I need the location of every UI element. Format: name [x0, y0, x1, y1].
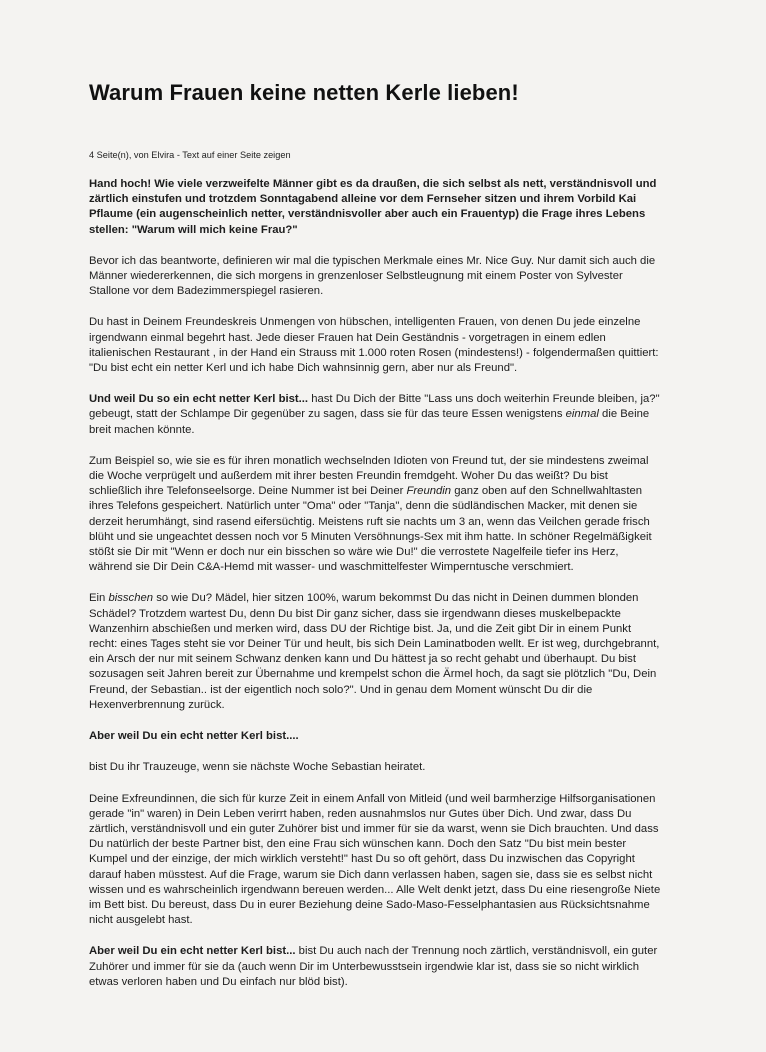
paragraph: Ein bisschen so wie Du? Mädel, hier sitzen 100%, warum bekommst Du das nicht in Deinen dummen blonden Schädel? Trotzdem wartest Du, denn Du bist Dir ganz sicher, dass sie irgendwann dieses muskelbepackte Wanzenhirn abschießen und merken wird, dass DU der Richtige bist. Ja, und die Zeit gibt Dir in einem Punkt recht: eines Tages steht sie vor Deiner Tür und heult, bis sich Dein Laminatboden wellt. Er ist weg, durchgebrannt, ein Arsch der nur mit seinem Schwanz denken kann und Du hättest ja so recht gehabt und überhaupt. Du bist sozusagen seit Jahren bereit zur Übernahme und krempelst schon die Ärmel hoch, da sagt sie plötzlich "Du, Dein Freund, der Sebastian.. ist der eigentlich noch solo?". Und in genau dem Moment wünscht Du dir die Hexenverbrennung zurück. — [89, 592, 660, 711]
paragraph: Bevor ich das beantworte, definieren wir mal die typischen Merkmale eines Mr. Nice Guy. Nur damit sich auch die Männer wiedererkennen, die sich morgens in grenzenloser Selbstleugnung mit einem Poster von Sylvester Stallone vor dem Badezimmerspiegel rasieren. — [89, 254, 656, 298]
paragraph: Du hast in Deinem Freundeskreis Unmengen von hübschen, intelligenten Frauen, von denen Du jede einzelne irgendwann einmal begehrt hast. Jede dieser Frauen hat Dein Geständnis - vorgetragen in einem edlen italienischen Restaurant , in der Hand ein Strauss mit 1.000 roten Rosen (mindestens!) - folgendermaßen quittiert: "Du bist echt ein netter Kerl und ich habe Dich wahnsinnig gern, aber nur als Freund". — [89, 316, 659, 375]
article-meta: 4 Seite(n), von Elvira - Text auf einer Seite zeigen — [89, 150, 291, 160]
paragraph: Aber weil Du ein echt netter Kerl bist... bist Du auch nach der Trennung noch zärtlich, verständnisvoll, ein guter Zuhörer und immer für sie da (auch wenn Dir im Unterbewusstsein irgendwie klar ist, dass sie so nicht wirklich etwas verloren haben und Du einfach nur blöd bist). — [89, 945, 658, 988]
paragraph-lead: Und weil Du so ein echt netter Kerl bist... — [89, 393, 309, 406]
paragraph: bist Du ihr Trauzeuge, wenn sie nächste Woche Sebastian heiratet. — [89, 761, 426, 774]
paragraph: Deine Exfreundinnen, die sich für kurze Zeit in einem Anfall von Mitleid (und weil barmherzige Hilfsorganisationen gerade "in" waren) in Dein Leben verirrt haben, reden ausnahmslos nur Gutes über Dich. Und zwar, dass Du zärtlich, verständnisvoll und ein guter Zuhörer bist und immer für sie da warst, wenn sie Dich brauchten. Und dass Du natürlich der beste Partner bist, den eine Frau sich wünschen kann. Doch den Satz "Du bist mein bester Kumpel und der einzige, der mich wirklich versteht!" hast Du so oft gehört, dass Du inzwischen das Copyright darauf haben müsstest. Auf die Frage, warum sie Dich dann verlassen haben, sagen sie, dass sie es selbst nicht wissen und es wahrscheinlich irgendwann bereuen werden... Alle Welt denkt jetzt, dass Du eine riesengroße Niete im Bett bist. Du bereust, dass Du in eurer Beziehung deine Sado-Maso-Fesselphantasien aus Rücksichtsnahme nicht ausgelebt hast. — [89, 792, 661, 927]
article — [89, 80, 661, 1006]
paragraph: Und weil Du so ein echt netter Kerl bist... hast Du Dich der Bitte "Lass uns doch weiterhin Freunde bleiben, ja?" gebeugt, statt der Schlampe Dir gegenüber zu sagen, dass sie für das teure Essen wenigstens einmal die Beine breit machen könnte. — [89, 393, 660, 436]
paragraph: Zum Beispiel so, wie sie es für ihren monatlich wechselnden Idioten von Freund tut, der sie mindestens zweimal die Woche verprügelt und außerdem mit ihrer besten Freundin fremdgeht. Woher Du das weißt? Du bist schließlich ihre Telefonseelsorge. Deine Nummer ist bei Deiner Freundin ganz oben auf den Schnellwahltasten ihres Telefons gespeichert. Natürlich unter "Oma" oder "Tanja", denn die südländischen Macker, mit denen sie derzeit herumhängt, sind rasend eifersüchtig. Meistens ruft sie nachts um 3 an, wenn das Veilchen gerade frisch blüht und sie ungeachtet dessen noch vor 5 Minuten Versöhnungs-Sex mit ihm hatte. In schöner Regelmäßigkeit stößt sie Dir mit "Wenn er doch nur ein bisschen so wäre wie Du!" die verrostete Nagelfeile tiefer ins Herz, während sie Dir Dein C&A-Hemd mit wasser- und waschmittelfester Wimperntusche verschmiert. — [89, 454, 652, 574]
paragraph-intro: Hand hoch! Wie viele verzweifelte Männer gibt es da draußen, die sich selbst als nett, verständnisvoll und zärtlich einstufen und trotzdem Sonntagabend alleine vor dem Fernseher sitzen und ihrem Vorbild Kai Pflaume (ein augenscheinlich netter, verständnisvoller aber auch ein Frauentyp) die Frage ihres Lebens stellen: "Warum will mich keine Frau?" — [89, 178, 657, 236]
article-title: Warum Frauen keine netten Kerle lieben! — [89, 80, 519, 105]
paragraph-lead: Aber weil Du ein echt netter Kerl bist... — [89, 945, 296, 958]
paragraph-heading: Aber weil Du ein echt netter Kerl bist.... — [89, 730, 299, 743]
